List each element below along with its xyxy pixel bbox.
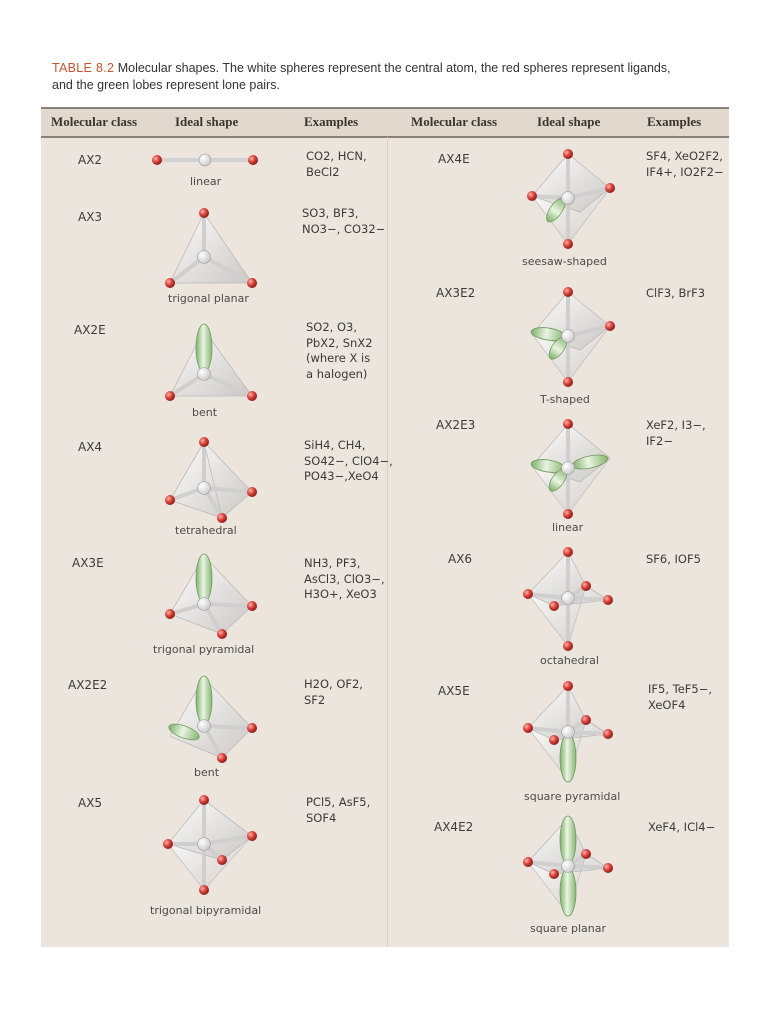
- row-examples: XeF4, ICl4−: [648, 820, 716, 834]
- octahedral-shape-icon: [516, 546, 624, 652]
- linear-shape-icon: [145, 148, 265, 172]
- row-class: AX4E2: [434, 820, 474, 834]
- row-class: AX3E2: [436, 286, 476, 300]
- table-caption: [52, 60, 692, 94]
- header-molecular-class-right: Molecular class: [411, 114, 498, 129]
- header-examples-right: Examples: [647, 114, 702, 129]
- header-examples-left: Examples: [304, 114, 359, 129]
- table-header: [41, 107, 729, 137]
- row-class: AX5: [78, 796, 103, 810]
- trigonal-pyramidal-shape-icon: [160, 548, 260, 642]
- row-class: AX2E2: [68, 678, 108, 692]
- row-class: AX4E: [438, 152, 470, 166]
- shape-name: linear: [190, 175, 222, 188]
- row-examples: SO2, O3, PbX2, SnX2 (where X is a halogen): [306, 320, 373, 381]
- linear-lone-pairs-shape-icon: [522, 416, 618, 522]
- square-pyramidal-shape-icon: [516, 680, 624, 790]
- row-class: AX3E: [72, 556, 104, 570]
- row-class: AX3: [78, 210, 103, 224]
- bent-shape-icon: [160, 670, 260, 766]
- trigonal-bipyramidal-shape-icon: [160, 790, 260, 900]
- row-examples: XeF2, I3−, IF2−: [646, 418, 706, 448]
- shape-name: bent: [192, 406, 218, 419]
- header-ideal-shape-left: Ideal shape: [175, 114, 239, 129]
- shape-name: trigonal pyramidal: [153, 643, 255, 656]
- header-bottom-rule: [41, 136, 729, 138]
- row-class: AX6: [448, 552, 473, 566]
- table-label: TABLE 8.2: [52, 61, 115, 75]
- row-examples: SF4, XeO2F2, IF4+, IO2F2−: [646, 149, 724, 179]
- row-class: AX4: [78, 440, 103, 454]
- row-examples: CO2, HCN, BeCl2: [306, 149, 367, 179]
- shape-name: trigonal bipyramidal: [150, 904, 262, 917]
- caption-text: Molecular shapes. The white spheres represent the central atom, the red spheres represent ligands, and the green lobes represent lone pairs.: [52, 61, 671, 92]
- header-top-rule: [41, 107, 729, 109]
- shape-name: octahedral: [540, 654, 599, 667]
- row-examples: H2O, OF2, SF2: [304, 677, 363, 707]
- row-examples: SiH4, CH4, SO42−, ClO4−, PO43−,XeO4: [304, 438, 393, 483]
- row-examples: SF6, IOF5: [646, 552, 701, 566]
- shape-name: square planar: [530, 922, 606, 935]
- row-examples: ClF3, BrF3: [646, 286, 706, 300]
- shape-name: bent: [194, 766, 220, 779]
- row-examples: PCl5, AsF5, SOF4: [306, 795, 371, 825]
- row-examples: SO3, BF3, NO3−, CO32−: [302, 206, 386, 236]
- shape-name: tetrahedral: [175, 524, 237, 537]
- seesaw-shape-icon: [522, 146, 618, 252]
- row-examples: NH3, PF3, AsCl3, ClO3−, H3O+, XeO3: [304, 556, 385, 601]
- row-examples: IF5, TeF5−, XeOF4: [648, 682, 713, 712]
- shape-name: seesaw-shaped: [522, 255, 607, 268]
- header-ideal-shape-right: Ideal shape: [537, 114, 601, 129]
- row-class: AX2: [78, 153, 103, 167]
- tetrahedral-shape-icon: [160, 434, 260, 526]
- t-shaped-shape-icon: [522, 284, 618, 390]
- row-class: AX2E3: [436, 418, 476, 432]
- square-planar-shape-icon: [516, 812, 624, 920]
- column-divider: [387, 137, 388, 947]
- bent-shape-icon: [160, 320, 260, 406]
- shape-name: T-shaped: [540, 393, 590, 406]
- row-class: AX5E: [438, 684, 470, 698]
- shape-name: square pyramidal: [524, 790, 621, 803]
- row-class: AX2E: [74, 323, 106, 337]
- shape-name: linear: [552, 521, 584, 534]
- header-molecular-class-left: Molecular class: [51, 114, 138, 129]
- shape-name: trigonal planar: [168, 292, 249, 305]
- trigonal-planar-shape-icon: [160, 207, 260, 292]
